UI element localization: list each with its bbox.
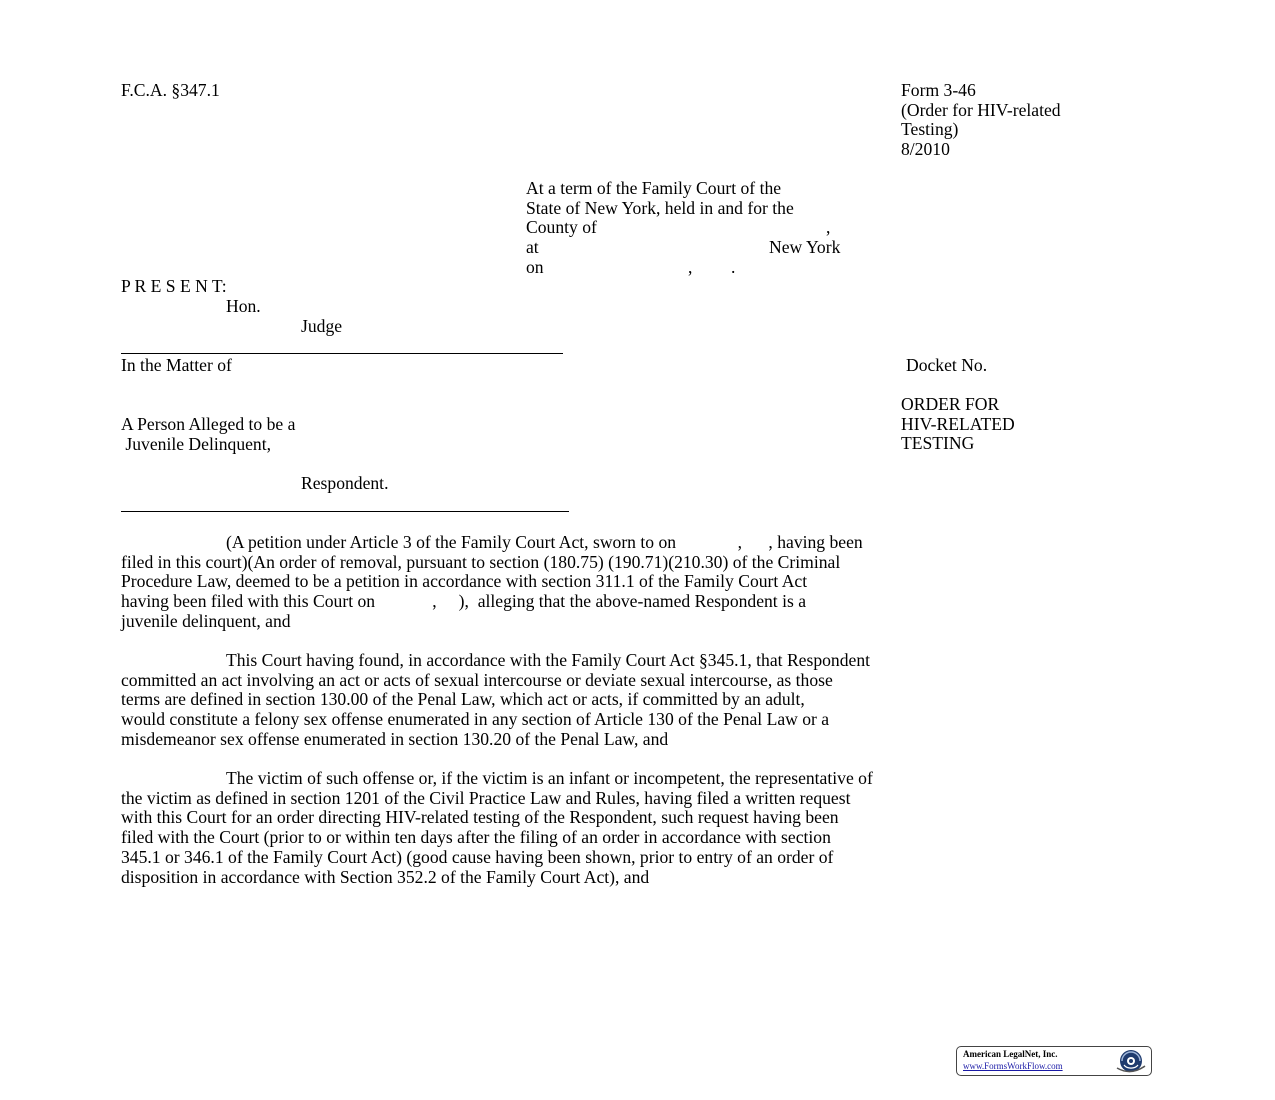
at-label: at (526, 237, 539, 258)
alleged-line1: A Person Alleged to be a (121, 414, 296, 434)
form-id-block (901, 80, 1061, 180)
county-comma: , (826, 217, 831, 238)
alleged-line2: Juvenile Delinquent, (121, 434, 272, 454)
order-title-block (901, 394, 1015, 474)
state-name: New York (769, 237, 841, 258)
publisher-url-link[interactable]: www.FormsWorkFlow.com (963, 1061, 1063, 1071)
judge-label: Judge (301, 316, 343, 336)
paragraph-line: committed an act involving an act or acts of sexual intercourse or deviate sexual intercourse, as those (121, 669, 833, 690)
present-label: P R E S E N T: (121, 276, 227, 296)
order-title-line3: TESTING (901, 433, 975, 454)
caption-bottom-rule (121, 511, 569, 512)
order-title-line1: ORDER FOR (901, 394, 1000, 414)
court-term-block (526, 178, 841, 376)
court-term-line2: State of New York, held in and for the (526, 197, 794, 218)
order-title-line2: HIV-RELATED (901, 413, 1015, 434)
on-label: on (526, 256, 544, 277)
paragraph-line: This Court having found, in accordance with the Family Court Act §345.1, that Respondent (226, 650, 871, 670)
court-term-line1: At a term of the Family Court of the (526, 178, 782, 198)
matter-label: In the Matter of (121, 355, 232, 375)
respondent-label: Respondent. (301, 473, 389, 493)
docket-label: Docket No. (906, 355, 988, 375)
date-period: . (731, 256, 736, 277)
globe-icon (1113, 1048, 1147, 1074)
paragraph-line: disposition in accordance with Section 352.2 of the Family Court Act), and (121, 866, 650, 887)
paragraph-line: having been filed with this Court on , ), alleging that the above-named Respondent is a (121, 591, 807, 612)
publisher-logo[interactable] (956, 1046, 1152, 1076)
paragraph-line: would constitute a felony sex offense enumerated in any section of Article 130 of the Penal Law or a (121, 709, 830, 730)
publisher-name: American LegalNet, Inc. (963, 1049, 1058, 1059)
paragraph-line: filed in this court)(An order of removal, pursuant to section (180.75) (190.71)(210.30) of the Criminal (121, 551, 841, 572)
county-label: County of (526, 217, 597, 238)
paragraph-line: the victim as defined in section 1201 of the Civil Practice Law and Rules, having filed a written request (121, 787, 851, 808)
form-title-line1: (Order for HIV-related (901, 99, 1061, 120)
form-title-line2: Testing) (901, 119, 959, 140)
caption-top-rule (121, 353, 563, 354)
paragraph-line: juvenile delinquent, and (121, 610, 291, 631)
form-number: Form 3-46 (901, 80, 976, 100)
statute-reference: F.C.A. §347.1 (121, 80, 220, 100)
paragraph-line: misdemeanor sex offense enumerated in section 130.20 of the Penal Law, and (121, 728, 669, 749)
paragraph-line: (A petition under Article 3 of the Family Court Act, sworn to on , , having been (226, 532, 863, 552)
hon-label: Hon. (226, 296, 261, 316)
paragraph-line: with this Court for an order directing HIV-related testing of the Respondent, such request having been (121, 807, 839, 828)
paragraph-line: The victim of such offense or, if the victim is an infant or incompetent, the representative of (226, 768, 873, 788)
form-date: 8/2010 (901, 139, 950, 160)
date-comma: , (688, 256, 693, 277)
paragraph-line: terms are defined in section 130.00 of the Penal Law, which act or acts, if committed by an adult, (121, 689, 805, 710)
paragraph-line: filed with the Court (prior to or within ten days after the filing of an order in accordance with section (121, 827, 831, 848)
paragraph-line: Procedure Law, deemed to be a petition in accordance with section 311.1 of the Family Court Act (121, 571, 808, 592)
paragraph-line: 345.1 or 346.1 of the Family Court Act) (good cause having been shown, prior to entry of an order of (121, 846, 834, 867)
